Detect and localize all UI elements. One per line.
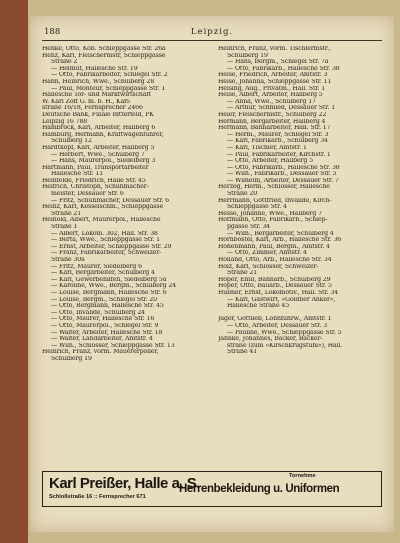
directory-entry: Hornbostel, Karl, Arb., Hallesche Str. 36	[218, 237, 342, 244]
directory-entry: Hermann, Bahnarbeiter, Hall. Str. 17	[218, 125, 331, 132]
directory-entry: Hoper, Emil, Bahnarb., Schulberg 29	[218, 276, 331, 283]
directory-entry: — Hans, Bergm., Schlegel Str. 7a	[227, 59, 329, 66]
directory-entry: Hardtkopf, Karl, Arbeiter, Hallberg 5	[42, 144, 155, 151]
directory-entry: — Karoline, Wwe., Bergm., Schulberg 24	[51, 283, 177, 290]
ad-slogan: Herrenbekleidung u. Uniformen	[179, 483, 340, 495]
directory-entry: — Anna, Wwe., Schulberg 17	[227, 98, 316, 105]
directory-entry: — Otto, Invalide, Schulberg 24	[51, 309, 146, 316]
directory-entry: Hohenmann, Paul, Bergm., Amtstr. 4	[218, 243, 330, 250]
advertisement	[42, 471, 382, 507]
directory-entry: — Karl, Gastwirt, »Goldner Anker«,	[227, 296, 336, 303]
left-column	[42, 46, 202, 466]
book-spine	[0, 0, 28, 543]
page-title: Leipzig.	[190, 27, 234, 37]
directory-entry: Hartmann, Paul, Transportarbeiter	[42, 164, 149, 171]
directory-entry	[218, 310, 378, 317]
directory-entry: Schleppgasse Str. 4	[227, 204, 287, 211]
directory-entry: Hoffmann, Otto, Fabrikarb., Schlep-	[218, 217, 328, 224]
directory-entry: Hamburg, Hermann, Kraftwagenführer,	[42, 131, 164, 138]
directory-entry: — Wilh., Fabrikarb., Dessauer Str. 5	[227, 171, 337, 178]
directory-entry: Schulberg 19	[51, 355, 92, 362]
directory-entry: Hesse, Johanne, Wwe., Hallberg 7	[218, 210, 322, 217]
directory-entry: Leipzig 16 788	[42, 118, 88, 125]
directory-entry: — Otto, Bergmann, Hallesche Str. 45	[51, 303, 164, 310]
directory-entry: — Wilhelm, Arbeiter, Dessauer Str. 7	[227, 177, 339, 184]
page-number: 188	[44, 27, 61, 37]
directory-entry: Holland, Otto, Arb., Hallesche Str. 34	[218, 257, 332, 263]
right-column	[218, 46, 378, 466]
directory-entry: Heise, Friedrich, Arbeiter, Amtstr. 3	[218, 72, 328, 79]
directory-entry: Helfrich, Christoph, Schuhmacher-	[42, 184, 149, 191]
directory-entry: Straße 20	[227, 191, 258, 198]
directory-entry: Schulberg 12	[51, 138, 92, 145]
directory-entry: — Walter, Arbeiter, Hallesche Str. 18	[51, 329, 163, 336]
directory-entry: Straße 1	[51, 224, 78, 231]
directory-entry: Heier, Fleischermstr., Schulberg 22	[218, 111, 327, 118]
page-header	[30, 24, 394, 38]
ad-company-name: Karl Preißer, Halle a. S.	[49, 475, 200, 492]
directory-entry: pgasse Str. 34	[227, 224, 270, 231]
directory-entry: Heise, Johanna, Schleppgasse Str. 11	[218, 78, 332, 85]
directory-entry: — Wilh., Bergarbeiter, Schulberg 4	[227, 230, 334, 237]
directory-entry: — Franz, Fabrikarbeiter, Schweizer-	[51, 250, 162, 257]
directory-entry: — Hans, Maurerpol., Siedelberg 3	[51, 158, 156, 165]
directory-entry: straße (zum »Kirschkrugstuhl«), Hall.	[227, 342, 343, 349]
directory-entry: Heise, Albert, Arbeiter, Hallberg 5	[218, 92, 323, 99]
directory-entry: Straße 2	[51, 59, 78, 66]
directory-entry: — Paul, Fabrikarbeiter, Kirchstr. 1	[227, 151, 331, 158]
directory-entry: — Walter, Landarbeiter, Amtstr. 4	[51, 336, 153, 343]
directory-entry: Hahn, Heinrich, Wwe., Schulberg 28	[42, 78, 155, 85]
directory-entry: Hermann, Bergarbeiter, Hallberg 4	[218, 118, 326, 125]
directory-entry: — Karl, Gewerbehilfen, Siedelberg 5a	[51, 276, 167, 283]
directory-entry: Schulberg 19	[227, 52, 268, 59]
directory-entry: Straße 41	[227, 349, 258, 356]
directory-entry: Herzog, Herm., Schlosser, Hallesche	[218, 184, 330, 191]
directory-entry: Straße 30a	[51, 257, 85, 263]
directory-entry: Henke, Otto, Kob. Schleppgasse Str. 26a	[42, 46, 166, 52]
directory-entry: — Otto, Zimmer, Amtstr. 4	[227, 250, 307, 257]
directory-entry: — Otto, Fabrikarb., Hallesche Str. 38	[227, 164, 340, 171]
directory-entry: Deutsche Bank, Filiale Bitterfeld, PK	[42, 111, 154, 118]
directory-entry: — Karl, Tischler, Amtstr. 1	[227, 144, 307, 151]
directory-entry: — Fritz, Maurer, Siedelberg 6	[51, 263, 142, 270]
directory-entry: Jäger, Gottlieb, Lohnfuhrw., Amtstr. 1	[218, 316, 332, 323]
directory-entry: — Albert, Lokom. 302, Hall. Str. 38	[51, 230, 158, 237]
directory-entry: — Arthur, Schmied, Dessauer Str. 1	[227, 105, 336, 112]
directory-entry: — Otto, Maurer, Hallesche Str. 16	[51, 316, 155, 323]
directory-entry: — Herm., Maurer, Schlegel Str. 3	[227, 131, 329, 138]
directory-entry: Jahnke, Johannes, Bäcker, Bäcker-	[218, 336, 323, 343]
directory-entry: straße 16/18, Fernsprecher 2466	[42, 105, 143, 112]
directory-entry: — Herbert, Wwe., Schulberg 7	[51, 151, 145, 158]
directory-entry: Heinold, Albert, Maurerpol., Hallesche	[42, 217, 161, 224]
ad-tag: Tornehme	[289, 473, 316, 479]
directory-entry: Holz, Karl, Schlosser, Schweizer-	[218, 263, 319, 270]
directory-entry: — Otto, Maurerpol., Schlegel Str. 9	[51, 322, 159, 329]
directory-entry: — Fritz, Schuhmacher, Dessauer Str. 6	[51, 197, 170, 204]
directory-entry: — Karl, Bergarbeiter, Schulberg 4	[51, 270, 155, 277]
directory-entry: Heising, Aug., Privatm., Hall. Str. 1	[218, 85, 326, 92]
directory-entry: — Karl, Fabrikarb., Schulberg 34	[227, 138, 328, 145]
directory-entry: Hallesche Tor- und Marktwirtschaft	[42, 92, 151, 99]
directory-entry: — Louise, Bergmann, Hallesche Str. 6	[51, 289, 167, 296]
directory-entry: Heinrich, Franz, vorm. Tischlermstr.,	[218, 46, 331, 52]
directory-entry: — Otto, Arbeiter, Dessauer Str. 3	[227, 322, 328, 329]
directory-entry: meister, Dessauer Str. 6	[51, 191, 124, 198]
directory-entry: — Pauline, Wwe., Schleppgasse Str. 5	[227, 329, 342, 336]
directory-entry: Hoper, Otto, Bauarb., Dessauer Str. 5	[218, 283, 332, 290]
directory-entry: Herrmann, Gottfried, Invalide, Kirch-	[218, 197, 332, 204]
directory-entry: — Helmut, Hallesche Str. 19	[51, 65, 138, 72]
ad-contact-line: Schloßstraße 16 :: Fernsprecher 671	[49, 494, 146, 500]
directory-entry: Heinz, Karl, Kesselschm., Schleppgasse	[42, 204, 164, 211]
directory-entry: Heinfelde, Friedrich, Halle Str. 45	[42, 177, 146, 184]
directory-entry: Henz, Karl, Fleischermstr, Schleppgasse	[42, 52, 166, 59]
directory-entry: Hallesche Straße 45	[227, 303, 290, 310]
directory-entry: Heinrich, Franz, vorm. Mauererpolier,	[42, 349, 159, 356]
directory-entry: — Wilh., Schlosser, Schleppgasse Str. 13	[51, 342, 175, 349]
directory-entry: — Otto, Fabrikarbeiter, Schlegel Str. 2	[51, 72, 168, 79]
directory-entry: — Otto, Fabrikarb., Hallesche Str. 38	[227, 65, 340, 72]
directory-entry: Straße 21	[51, 210, 82, 217]
directory-entry: W. Karl Zoff G. m. b. H., Karl-	[42, 98, 131, 105]
directory-entry: — Ernst, Arbeiter, Schleppgasse Str. 29	[51, 243, 172, 250]
directory-entry: — Louise, Bergm., Schlegel Str. 20	[51, 296, 157, 303]
directory-entry: — Paul, Monteur, Schleppgasse Str. 1	[51, 85, 166, 92]
directory-entry: Hübner, Ernst, Lokomotiv., Hall. Str. 34	[218, 289, 339, 296]
directory-entry: — Berta, Wwe., Schleppgasse Str. 1	[51, 237, 161, 244]
directory-entry: Hambrock, Karl, Arbeiter, Hallberg 6	[42, 125, 156, 132]
directory-entry: Straße 21	[227, 270, 258, 277]
directory-page	[30, 16, 394, 532]
header-rule	[42, 40, 382, 41]
directory-entry: Hallesche Str. 11	[51, 171, 104, 178]
directory-entry: — Otto, Arbeiter, Hallberg 5	[227, 158, 313, 165]
